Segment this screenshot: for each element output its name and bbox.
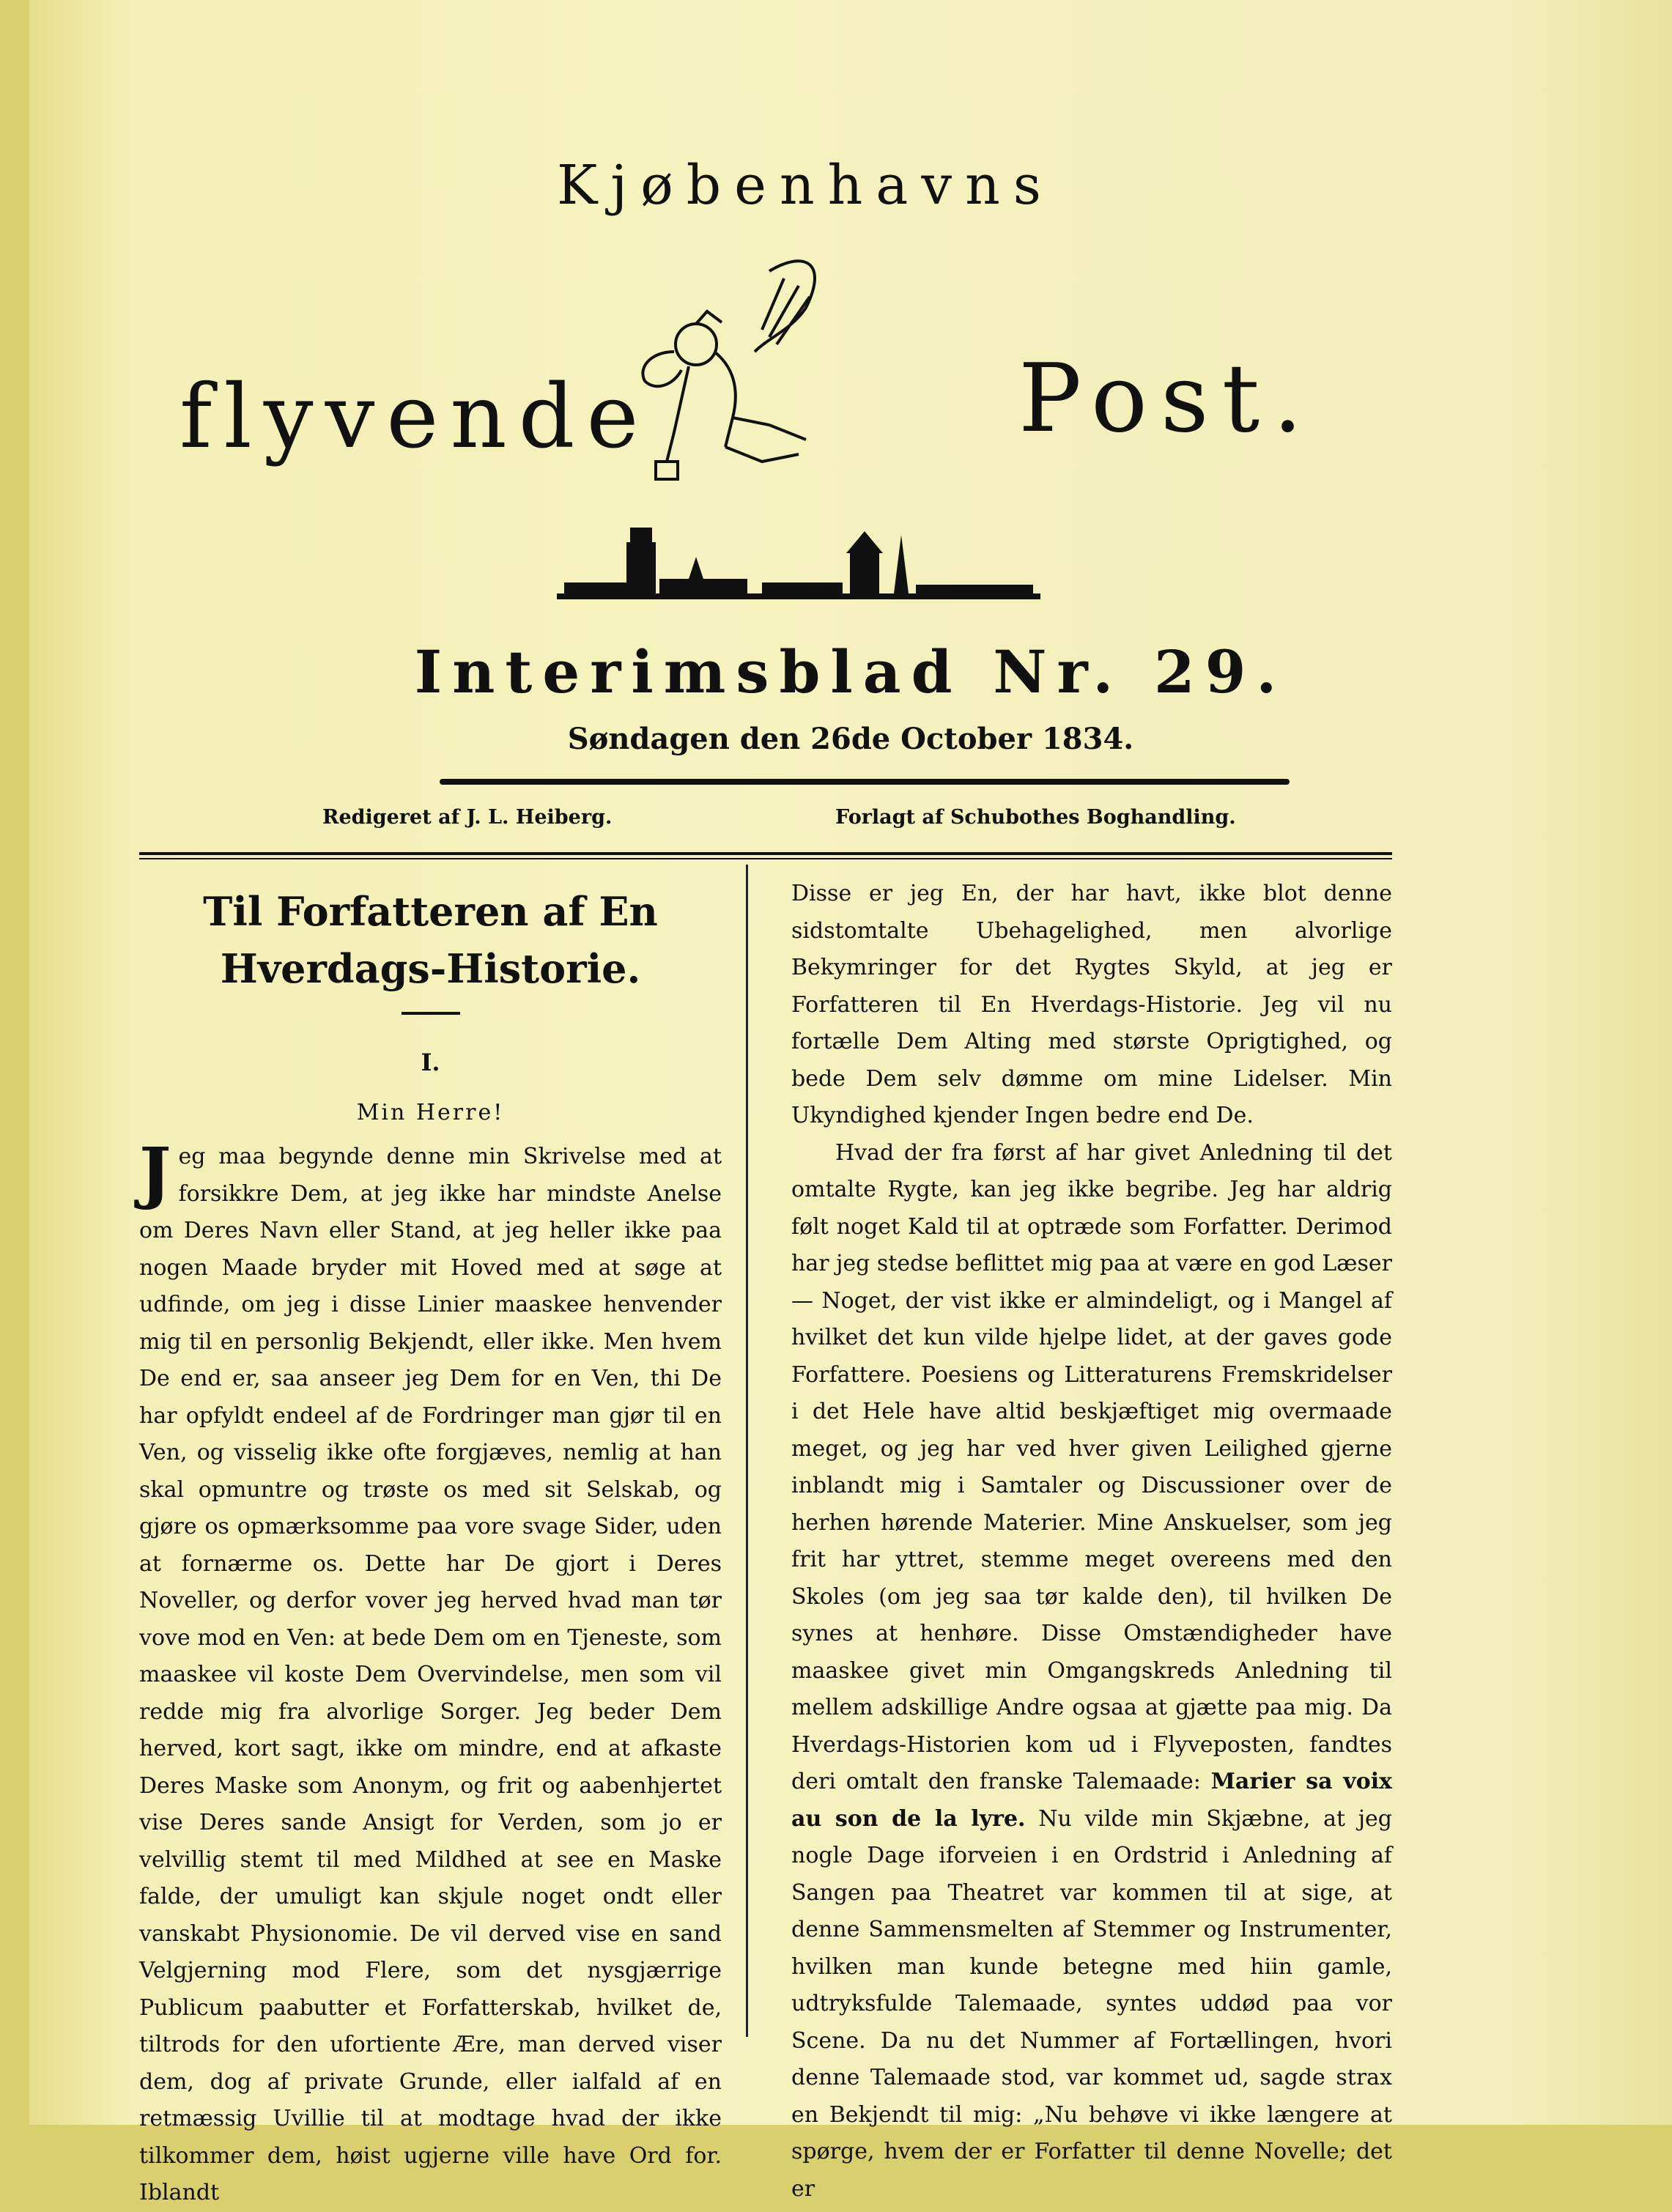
publisher-line: Forlagt af Schubothes Boghandling. [835, 806, 1236, 829]
right-paragraph-1: Disse er jeg En, der har havt, ikke blot denne sidstomtalte Ubehagelighed, men alvorlige Bekymringer for det Rygtes Skyld, at jeg er Forfatteren til En Hverdags-Historie. Jeg vil nu fortælle Dem Alting med største Oprigtighed, og bede Dem selv dømme om mine Lidelser. Min Ukyndighed kjender Ingen bedre end De. [791, 881, 1392, 1128]
newspaper-page [29, 0, 1672, 2205]
article-title: Til Forfatteren af En Hverdags-Historie. [203, 888, 658, 992]
left-paragraph-text: eg maa begynde denne min Skrivelse med at forsikkre Dem, at jeg ikke har mindste Anelse om Deres Navn eller Stand, at jeg heller ikke paa nogen Maade bryder mit Hoved med at søge at udfinde, om jeg i disse Linier maaskee henvender mig til en personlig Bekjendt, eller ikke. Men hvem De end er, saa anseer jeg Dem for en Ven, thi De har opfyldt endeel af de Fordringer man gjør til en Ven, og visselig ikke ofte forgjæves, nemlig at han skal opmuntre og trøste os med sit Selskab, og gjøre os opmærksomme paa vore svage Sider, uden at fornærme os. Dette har De gjort i Deres Noveller, og derfor vover jeg herved hvad man tør vove mod en Ven: at bede Dem om en Tjeneste, som maaskee vil koste Dem Overvindelse, men som vil redde mig fra alvorlige Sorger. Jeg beder Dem herved, kort sagt, ikke om mindre, end at afkaste Deres Maske som Anonym, og frit og aabenhjertet vise Deres sande Ansigt for Verden, som jo er velvillig stemt til med Mildhed at see en Maske falde, der umuligt kan skjule noget ondt eller vanskabt Physionomie. De vil derved vise en sand Velgjerning mod Flere, som det nysgjærrige Publicum paabutter et Forfatterskab, hvilket de, tiltrods for den ufortiente Ære, man derved viser dem, dog af private Grunde, eller ialfald af en retmæssig Uvillie til at modtage hvad der ikke tilkommer dem, høist ugjerne ville have Ord for. Iblandt [139, 1144, 722, 2205]
section-number: I. [421, 1048, 440, 1076]
title-rule [402, 1012, 460, 1015]
flying-messenger-emblem [586, 242, 879, 535]
city-skyline-illustration [542, 513, 1055, 630]
right-paragraph-2-after: Nu vilde min Skjæbne, at jeg nogle Dage iforveien i en Ordstrid i Anledning af Sangen paa Theatret var kommen til at sige, at denne Sammensmelten af Stemmer og Instrumenter, hvilken man kunde betegne med hiin gamle, udtryksfulde Talemaade, syntes uddød paa vor Scene. Da nu det Nummer af Fortællingen, hvori denne Talemaade stod, var kommet ud, sagde strax en Bekjendt til mig: „Nu behøve vi ikke længere at spørge, hvem der er Forfatter til denne Novelle; det er [791, 1805, 1392, 2202]
salutation: Min Herre! [356, 1099, 505, 1125]
left-paragraph [139, 1133, 722, 2212]
column-divider [746, 865, 748, 2037]
right-paragraph-2-before: Hvad der fra først af har givet Anledning til det omtalte Rygte, kan jeg ikke begribe. Jeg har aldrig følt noget Kald til at optræde som Forfatter. Derimod har jeg stedse beflittet mig paa at være en god Læser — Noget, der vist ikke er almindeligt, og i Mangel af hvilket det kun vilde hjelpe lidet, at der gaves gode Forfattere. Poesiens og Litteraturens Fremskridelser i det Hele have altid beskjæftiget mig overmaade meget, og jeg har ved hver given Leilighed gjerne inblandt mig i Samtaler og Discussioner over de herhen hørende Materier. Mine Anskuelser, som jeg frit har yttret, stemme meget overeens med den Skoles (om jeg saa tør kalde den), til hvilken De synes at henhøre. Disse Omstændigheder have maaskee givet min Omgangskreds Anledning til mellem adskillige Andre ogsaa at gjætte paa mig. Da Hverdags-Historien kom ud i Flyveposten, fandtes deri omtalt den franske Talemaade: [791, 1139, 1392, 1794]
left-column [139, 876, 722, 2212]
bleed-through-right [982, 220, 1392, 256]
issue-date: Søndagen den 26de October 1834. [567, 722, 1134, 756]
right-column [791, 876, 1392, 2208]
masthead-top-word: Kjøbenhavns [557, 154, 1054, 217]
double-rule [139, 852, 1392, 859]
french-phrase: Marier sa voix au son de la lyre. [791, 1769, 1393, 1832]
header-rule [440, 779, 1290, 785]
issue-title: Interimsblad Nr. 29. [414, 637, 1287, 706]
masthead-left-word: flyvende [180, 366, 651, 468]
editor-line: Redigeret af J. L. Heiberg. [322, 806, 613, 829]
drop-cap: J [139, 1133, 171, 1212]
right-paragraph-2 [791, 1135, 1392, 2208]
masthead-right-word: Post. [1018, 344, 1316, 454]
